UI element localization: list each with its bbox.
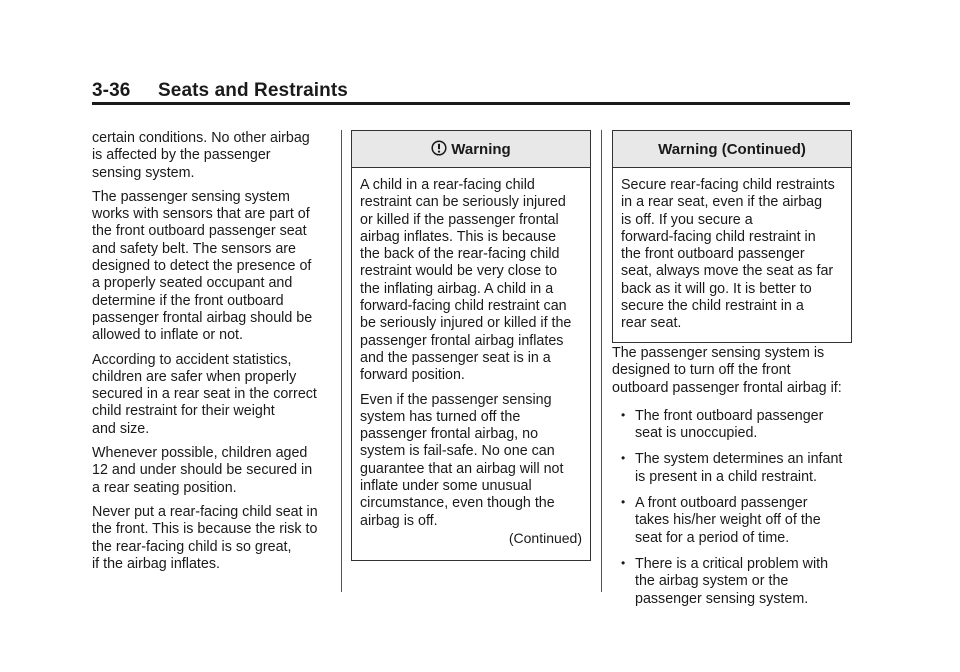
list-item (612, 408, 852, 443)
bullet-icon: • (621, 495, 626, 510)
intro-paragraph: The passenger sensing system is designed to turn off the front outboard passenger frontal airbag if: (612, 345, 842, 396)
list-item-text: The system determines an infant is present in a child restraint. (635, 451, 843, 485)
page-number: 3-36 (92, 80, 131, 101)
paragraph: The passenger sensing system works with sensors that are part of the front outboard passenger seat and safety belt. The sensors are designed to detect the presence of a properly seated occupant and determine if the front outboard passenger frontal airbag should be allowed to inflate or not. (92, 188, 313, 344)
list-item (612, 495, 852, 547)
warning-title: Warning (451, 140, 511, 158)
column-1 (92, 130, 332, 580)
continued-label: (Continued) (508, 529, 582, 546)
warning-header (352, 131, 590, 168)
warning-paragraph: A child in a rear-facing child restraint can be seriously injured or killed if the passenger frontal airbag inflates. This is because the back of the rear-facing child restraint would be very close to the inflating airbag. A child in a forward-facing child restraint can be seriously injured or killed if the passenger frontal airbag inflates and the passenger seat is in a forward position. (360, 177, 572, 384)
column-divider (341, 130, 342, 592)
warning-continued-header (613, 131, 851, 168)
bullet-icon: • (621, 407, 626, 422)
list-item-text: The front outboard passenger seat is unoccupied. (635, 407, 824, 442)
bullet-icon: • (621, 555, 626, 570)
section-title: Seats and Restraints (158, 80, 348, 101)
paragraph: Never put a rear-facing child seat in the front. This is because the risk to the rear-facing child is so great, if the airbag inflates. (92, 503, 318, 572)
warning-paragraph: Even if the passenger sensing system has turned off the passenger frontal airbag, no system is fail-safe. No one can guarantee that an airbag will not inflate under some unusual circumstance, even though the airbag is off. (360, 391, 564, 529)
header-rule (92, 102, 850, 105)
warning-continued-body (613, 168, 851, 342)
column-divider (601, 130, 602, 592)
condition-list (612, 408, 852, 608)
list-item (612, 451, 852, 486)
paragraph: certain conditions. No other airbag is affected by the passenger sensing system. (92, 130, 310, 181)
list-item-text: A front outboard passenger takes his/her weight off of the seat for a period of time. (635, 495, 821, 546)
column-3 (612, 345, 852, 617)
paragraph: According to accident statistics, children are safer when properly secured in a rear seat in the correct child restraint for their weight and size. (92, 351, 317, 437)
list-item (612, 556, 852, 608)
paragraph: Whenever possible, children aged 12 and under should be secured in a rear seating position. (92, 445, 313, 496)
warning-triangle-icon (431, 140, 447, 156)
warning-continued-box (612, 130, 852, 343)
bullet-icon: • (621, 451, 626, 466)
warning-box (351, 130, 591, 561)
warning-body (352, 168, 590, 560)
list-item-text: There is a critical problem with the airbag system or the passenger sensing system. (635, 555, 829, 607)
warning-continued-title: Warning (Continued) (658, 140, 806, 158)
warning-paragraph: Secure rear-facing child restraints in a rear seat, even if the airbag is off. If you secure a forward-facing child restraint in the front outboard passenger seat, always move the seat as far back as it will go. It is better to secure the child restraint in a rear seat. (621, 177, 835, 332)
page-header (92, 80, 850, 102)
